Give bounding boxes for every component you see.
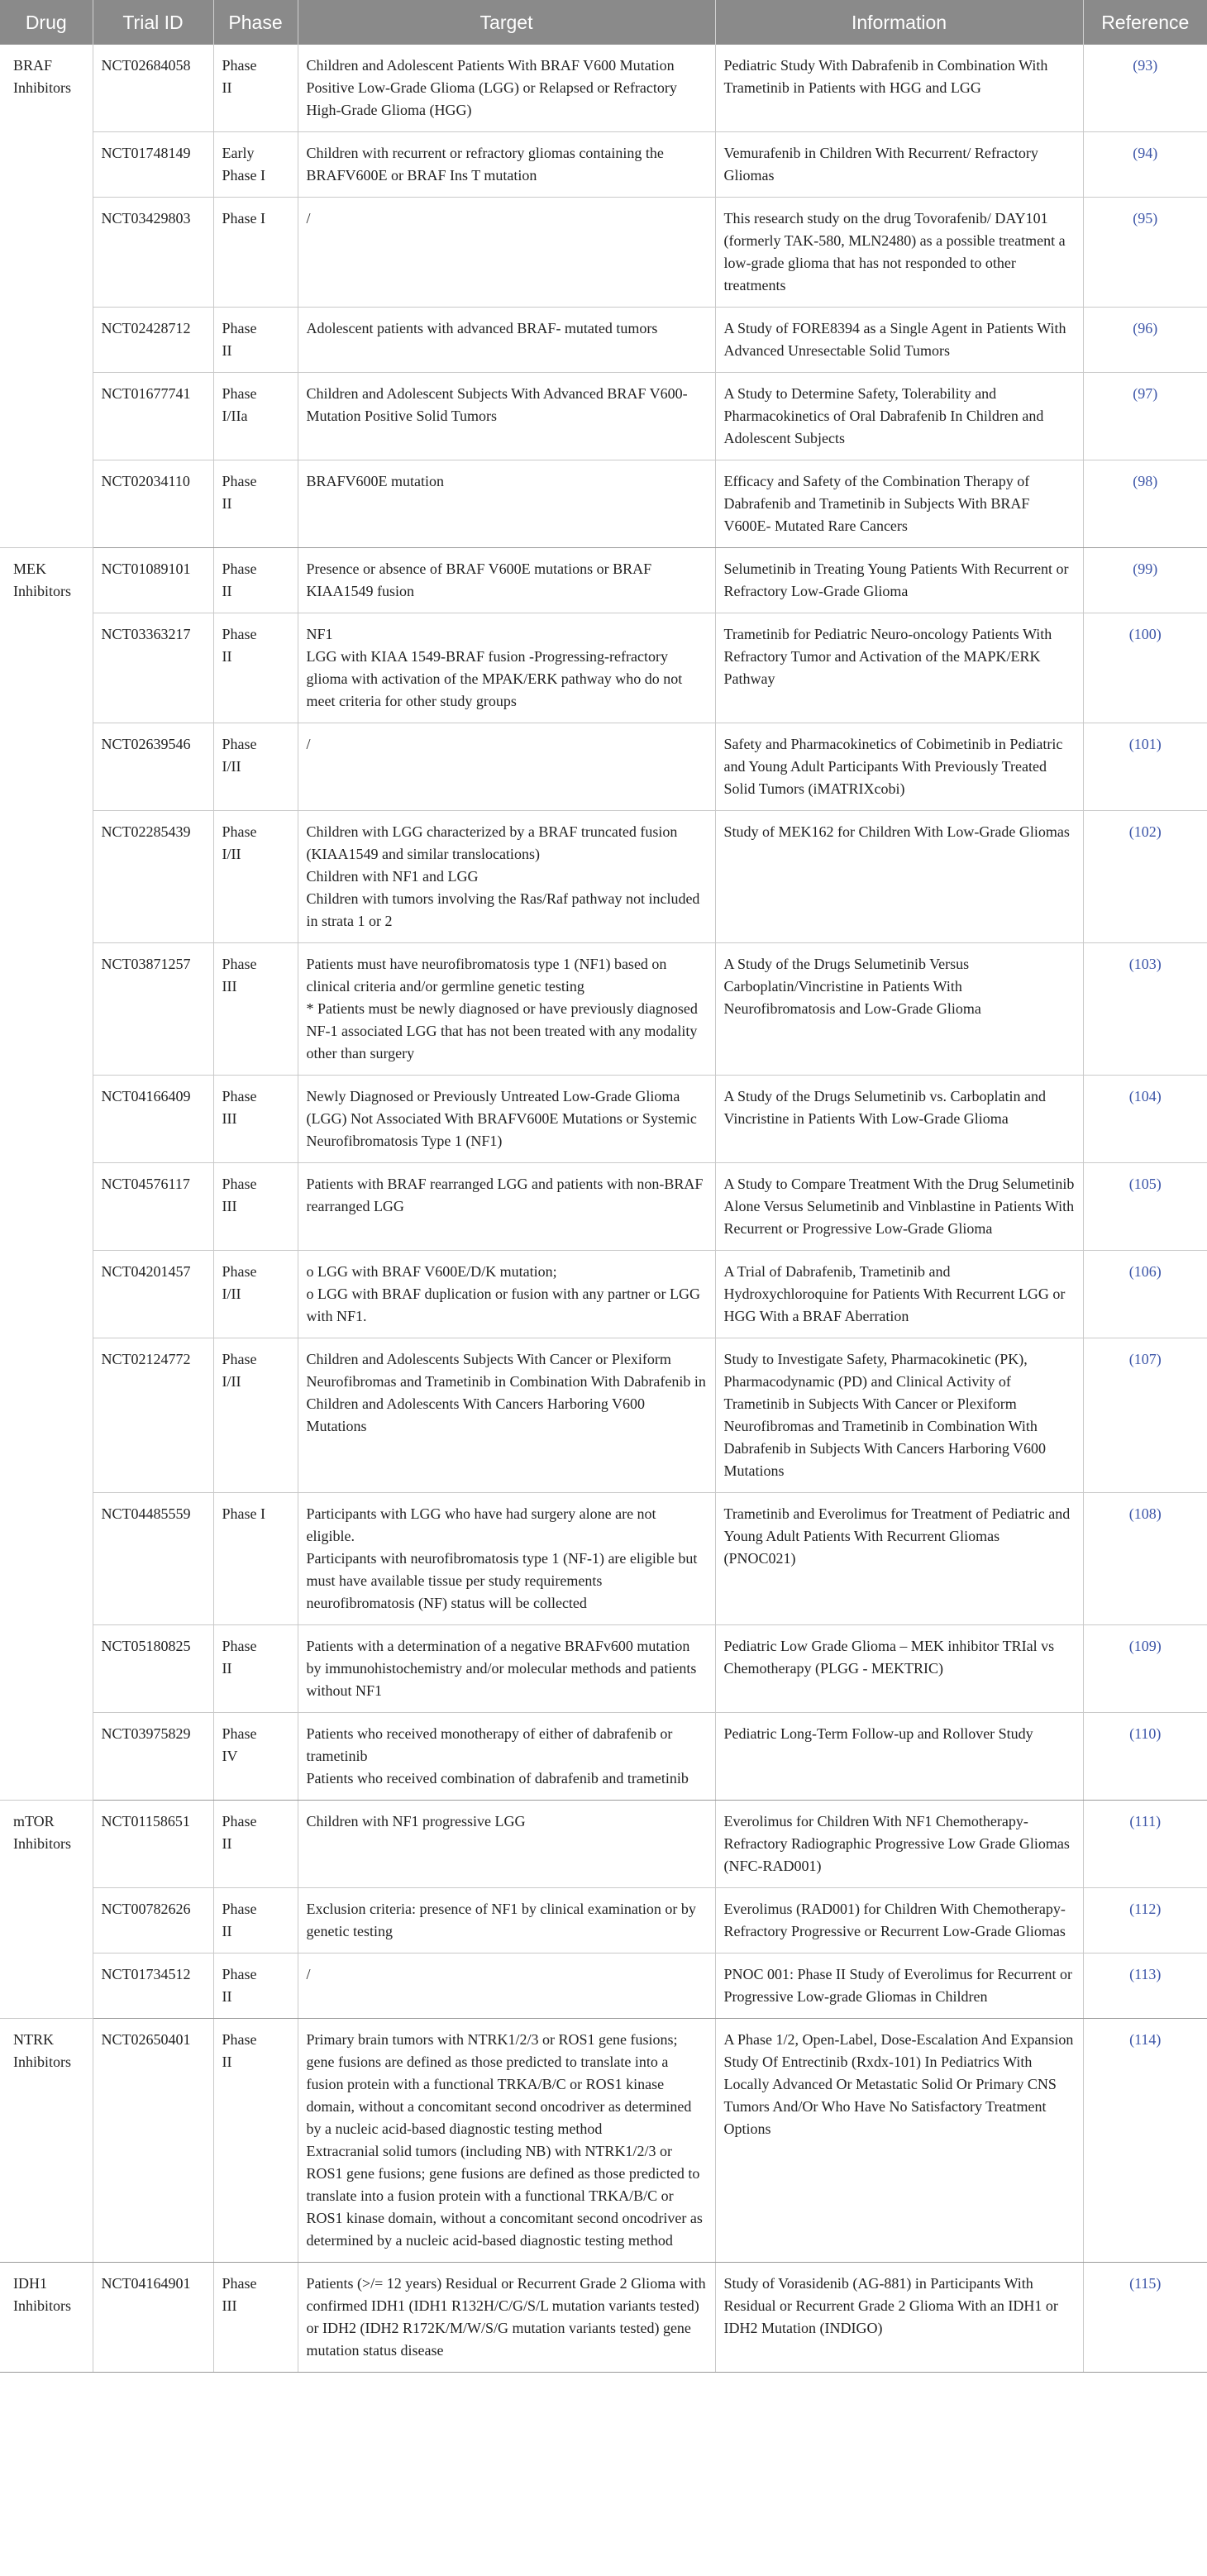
reference-link[interactable]: (111) xyxy=(1083,1801,1207,1888)
trial-id-cell: NCT02124772 xyxy=(93,1338,213,1493)
information-cell: Pediatric Long-Term Follow-up and Rollover Study xyxy=(715,1713,1083,1801)
target-cell: Participants with LGG who have had surgery alone are not eligible. Participants with neurofibromatosis type 1 (NF-1) are eligible but must have available tissue per study requirements neurofibromatosis (NF) status will be collected xyxy=(298,1493,715,1625)
target-cell: / xyxy=(298,198,715,308)
trial-id-cell: NCT04576117 xyxy=(93,1163,213,1251)
target-cell: / xyxy=(298,723,715,811)
header-phase: Phase xyxy=(213,0,298,45)
target-cell: Adolescent patients with advanced BRAF- mutated tumors xyxy=(298,308,715,373)
information-cell: Study to Investigate Safety, Pharmacokinetic (PK), Pharmacodynamic (PD) and Clinical Activity of Trametinib in Subjects With Cancer or Plexiform Neurofibromas and Trametinib in Combination With Dabrafenib in Subjects With Cancers Harboring V600 Mutations xyxy=(715,1338,1083,1493)
phase-cell: Phase I xyxy=(213,1493,298,1625)
phase-cell: Phase II xyxy=(213,548,298,613)
trial-id-cell: NCT03975829 xyxy=(93,1713,213,1801)
reference-link[interactable]: (104) xyxy=(1083,1076,1207,1163)
reference-link[interactable]: (96) xyxy=(1083,308,1207,373)
target-cell: Patients with BRAF rearranged LGG and patients with non-BRAF rearranged LGG xyxy=(298,1163,715,1251)
information-cell: A Study of the Drugs Selumetinib Versus Carboplatin/Vincristine in Patients With Neurofibromatosis and Low-Grade Glioma xyxy=(715,943,1083,1076)
trial-id-cell: NCT04164901 xyxy=(93,2263,213,2373)
trial-id-cell: NCT03363217 xyxy=(93,613,213,723)
reference-link[interactable]: (98) xyxy=(1083,460,1207,548)
table-row xyxy=(0,2263,1207,2373)
information-cell: This research study on the drug Tovorafenib/ DAY101 (formerly TAK-580, MLN2480) as a possible treatment a low-grade glioma that has not responded to other treatments xyxy=(715,198,1083,308)
trial-id-cell: NCT02428712 xyxy=(93,308,213,373)
reference-link[interactable]: (103) xyxy=(1083,943,1207,1076)
table-row xyxy=(0,1953,1207,2019)
phase-cell: Phase II xyxy=(213,308,298,373)
table-row xyxy=(0,1493,1207,1625)
target-cell: Children with NF1 progressive LGG xyxy=(298,1801,715,1888)
table-row xyxy=(0,1076,1207,1163)
trial-id-cell: NCT03871257 xyxy=(93,943,213,1076)
target-cell: Children and Adolescents Subjects With Cancer or Plexiform Neurofibromas and Trametinib in Combination With Dabrafenib in Children and Adolescents With Cancers Harboring V600 Mutations xyxy=(298,1338,715,1493)
phase-cell: Phase I xyxy=(213,198,298,308)
trial-id-cell: NCT01748149 xyxy=(93,132,213,198)
phase-cell: Phase II xyxy=(213,1953,298,2019)
target-cell: BRAFV600E mutation xyxy=(298,460,715,548)
target-cell: Patients who received monotherapy of either of dabrafenib or trametinib Patients who received combination of dabrafenib and trametinib xyxy=(298,1713,715,1801)
table-row xyxy=(0,723,1207,811)
information-cell: Trametinib for Pediatric Neuro-oncology Patients With Refractory Tumor and Activation of the MAPK/ERK Pathway xyxy=(715,613,1083,723)
information-cell: Selumetinib in Treating Young Patients With Recurrent or Refractory Low-Grade Glioma xyxy=(715,548,1083,613)
drug-class-cell: IDH1 Inhibitors xyxy=(0,2263,93,2373)
table-row xyxy=(0,548,1207,613)
information-cell: Study of Vorasidenib (AG-881) in Participants With Residual or Recurrent Grade 2 Glioma With an IDH1 or IDH2 Mutation (INDIGO) xyxy=(715,2263,1083,2373)
reference-link[interactable]: (113) xyxy=(1083,1953,1207,2019)
target-cell: Presence or absence of BRAF V600E mutations or BRAF KIAA1549 fusion xyxy=(298,548,715,613)
reference-link[interactable]: (102) xyxy=(1083,811,1207,943)
phase-cell: Early Phase I xyxy=(213,132,298,198)
phase-cell: Phase II xyxy=(213,45,298,132)
table-row xyxy=(0,1251,1207,1338)
phase-cell: Phase II xyxy=(213,1888,298,1953)
target-cell: o LGG with BRAF V600E/D/K mutation; o LGG with BRAF duplication or fusion with any partner or LGG with NF1. xyxy=(298,1251,715,1338)
trial-id-cell: NCT02650401 xyxy=(93,2019,213,2263)
header-row xyxy=(0,0,1207,45)
table-row xyxy=(0,132,1207,198)
phase-cell: Phase II xyxy=(213,1625,298,1713)
table-body xyxy=(0,45,1207,2373)
trial-id-cell: NCT01677741 xyxy=(93,373,213,460)
trial-id-cell: NCT01158651 xyxy=(93,1801,213,1888)
reference-link[interactable]: (114) xyxy=(1083,2019,1207,2263)
reference-link[interactable]: (110) xyxy=(1083,1713,1207,1801)
information-cell: Safety and Pharmacokinetics of Cobimetinib in Pediatric and Young Adult Participants With Previously Treated Solid Tumors (iMATRIXcobi) xyxy=(715,723,1083,811)
table-row xyxy=(0,1713,1207,1801)
trial-id-cell: NCT00782626 xyxy=(93,1888,213,1953)
phase-cell: Phase I/II xyxy=(213,811,298,943)
reference-link[interactable]: (112) xyxy=(1083,1888,1207,1953)
phase-cell: Phase I/II xyxy=(213,1251,298,1338)
drug-class-cell: MEK Inhibitors xyxy=(0,548,93,1801)
trial-id-cell: NCT05180825 xyxy=(93,1625,213,1713)
reference-link[interactable]: (101) xyxy=(1083,723,1207,811)
information-cell: A Study to Determine Safety, Tolerability and Pharmacokinetics of Oral Dabrafenib In Children and Adolescent Subjects xyxy=(715,373,1083,460)
reference-link[interactable]: (100) xyxy=(1083,613,1207,723)
information-cell: A Phase 1/2, Open-Label, Dose-Escalation And Expansion Study Of Entrectinib (Rxdx-101) In Pediatrics With Locally Advanced Or Metastatic Solid Or Primary CNS Tumors And/Or Who Have No Satisfactory Treatment Options xyxy=(715,2019,1083,2263)
reference-link[interactable]: (106) xyxy=(1083,1251,1207,1338)
trial-id-cell: NCT02285439 xyxy=(93,811,213,943)
trial-id-cell: NCT04166409 xyxy=(93,1076,213,1163)
phase-cell: Phase II xyxy=(213,460,298,548)
target-cell: Patients (>/= 12 years) Residual or Recurrent Grade 2 Glioma with confirmed IDH1 (IDH1 R132H/C/G/S/L mutation variants tested) or IDH2 (IDH2 R172K/M/W/S/G mutation variants tested) gene mutation status disease xyxy=(298,2263,715,2373)
phase-cell: Phase III xyxy=(213,943,298,1076)
table-header xyxy=(0,0,1207,45)
target-cell: Exclusion criteria: presence of NF1 by clinical examination or by genetic testing xyxy=(298,1888,715,1953)
header-information: Information xyxy=(715,0,1083,45)
table-row xyxy=(0,45,1207,132)
table-row xyxy=(0,1163,1207,1251)
reference-link[interactable]: (108) xyxy=(1083,1493,1207,1625)
trial-id-cell: NCT01734512 xyxy=(93,1953,213,2019)
reference-link[interactable]: (109) xyxy=(1083,1625,1207,1713)
information-cell: PNOC 001: Phase II Study of Everolimus for Recurrent or Progressive Low-grade Gliomas in Children xyxy=(715,1953,1083,2019)
drug-class-cell: NTRK Inhibitors xyxy=(0,2019,93,2263)
information-cell: A Study to Compare Treatment With the Drug Selumetinib Alone Versus Selumetinib and Vinblastine in Patients With Recurrent or Progressive Low-Grade Glioma xyxy=(715,1163,1083,1251)
table-row xyxy=(0,460,1207,548)
table-row xyxy=(0,1801,1207,1888)
information-cell: A Study of the Drugs Selumetinib vs. Carboplatin and Vincristine in Patients With Low-Grade Glioma xyxy=(715,1076,1083,1163)
phase-cell: Phase II xyxy=(213,613,298,723)
table-row xyxy=(0,198,1207,308)
phase-cell: Phase I/II xyxy=(213,723,298,811)
reference-link[interactable]: (94) xyxy=(1083,132,1207,198)
phase-cell: Phase I/II xyxy=(213,1338,298,1493)
trial-id-cell: NCT02034110 xyxy=(93,460,213,548)
header-drug: Drug xyxy=(0,0,93,45)
reference-link[interactable]: (115) xyxy=(1083,2263,1207,2373)
information-cell: A Study of FORE8394 as a Single Agent in Patients With Advanced Unresectable Solid Tumors xyxy=(715,308,1083,373)
information-cell: Trametinib and Everolimus for Treatment of Pediatric and Young Adult Patients With Recurrent Gliomas (PNOC021) xyxy=(715,1493,1083,1625)
target-cell: Primary brain tumors with NTRK1/2/3 or ROS1 gene fusions; gene fusions are defined as those predicted to translate into a fusion protein with a functional TRKA/B/C or ROS1 kinase domain, without a concomitant second oncodriver as determined by a nucleic acid-based diagnostic testing method Extracranial solid tumors (including NB) with NTRK1/2/3 or ROS1 gene fusions; gene fusions are defined as those predicted to translate into a fusion protein with a functional TRKA/B/C or ROS1 kinase domain, without a concomitant second oncodriver as determined by a nucleic acid-based diagnostic testing method xyxy=(298,2019,715,2263)
target-cell: Patients with a determination of a negative BRAFv600 mutation by immunohistochemistry and/or molecular methods and patients without NF1 xyxy=(298,1625,715,1713)
reference-link[interactable]: (107) xyxy=(1083,1338,1207,1493)
target-cell: Children with LGG characterized by a BRAF truncated fusion (KIAA1549 and similar translocations) Children with NF1 and LGG Children with tumors involving the Ras/Raf pathway not included in strata 1 or 2 xyxy=(298,811,715,943)
information-cell: Everolimus (RAD001) for Children With Chemotherapy-Refractory Progressive or Recurrent Low-Grade Gliomas xyxy=(715,1888,1083,1953)
table-row xyxy=(0,943,1207,1076)
target-cell: Patients must have neurofibromatosis type 1 (NF1) based on clinical criteria and/or germline genetic testing * Patients must be newly diagnosed or have previously diagnosed NF-1 associated LGG that has not been treated with any modality other than surgery xyxy=(298,943,715,1076)
phase-cell: Phase III xyxy=(213,2263,298,2373)
target-cell: Children and Adolescent Patients With BRAF V600 Mutation Positive Low-Grade Glioma (LGG) or Relapsed or Refractory High-Grade Glioma (HGG) xyxy=(298,45,715,132)
table-row xyxy=(0,1338,1207,1493)
reference-link[interactable]: (93) xyxy=(1083,45,1207,132)
trial-id-cell: NCT02684058 xyxy=(93,45,213,132)
phase-cell: Phase III xyxy=(213,1076,298,1163)
reference-link[interactable]: (97) xyxy=(1083,373,1207,460)
table-row xyxy=(0,613,1207,723)
information-cell: Vemurafenib in Children With Recurrent/ Refractory Gliomas xyxy=(715,132,1083,198)
information-cell: Study of MEK162 for Children With Low-Grade Gliomas xyxy=(715,811,1083,943)
target-cell: / xyxy=(298,1953,715,2019)
reference-link[interactable]: (99) xyxy=(1083,548,1207,613)
trial-id-cell: NCT04201457 xyxy=(93,1251,213,1338)
trial-id-cell: NCT04485559 xyxy=(93,1493,213,1625)
trial-id-cell: NCT02639546 xyxy=(93,723,213,811)
table-row xyxy=(0,811,1207,943)
information-cell: Everolimus for Children With NF1 Chemotherapy-Refractory Radiographic Progressive Low Grade Gliomas (NFC-RAD001) xyxy=(715,1801,1083,1888)
target-cell: Children and Adolescent Subjects With Advanced BRAF V600-Mutation Positive Solid Tumors xyxy=(298,373,715,460)
header-target: Target xyxy=(298,0,715,45)
reference-link[interactable]: (95) xyxy=(1083,198,1207,308)
drug-class-cell: BRAF Inhibitors xyxy=(0,45,93,548)
drug-class-cell: mTOR Inhibitors xyxy=(0,1801,93,2019)
reference-link[interactable]: (105) xyxy=(1083,1163,1207,1251)
phase-cell: Phase IV xyxy=(213,1713,298,1801)
phase-cell: Phase II xyxy=(213,2019,298,2263)
information-cell: Pediatric Study With Dabrafenib in Combination With Trametinib in Patients with HGG and LGG xyxy=(715,45,1083,132)
information-cell: Efficacy and Safety of the Combination Therapy of Dabrafenib and Trametinib in Subjects With BRAF V600E- Mutated Rare Cancers xyxy=(715,460,1083,548)
target-cell: Children with recurrent or refractory gliomas containing the BRAFV600E or BRAF Ins T mutation xyxy=(298,132,715,198)
header-reference: Reference xyxy=(1083,0,1207,45)
target-cell: NF1 LGG with KIAA 1549-BRAF fusion -Progressing-refractory glioma with activation of the MPAK/ERK pathway who do not meet criteria for other study groups xyxy=(298,613,715,723)
table-row xyxy=(0,1625,1207,1713)
information-cell: Pediatric Low Grade Glioma – MEK inhibitor TRIal vs Chemotherapy (PLGG - MEKTRIC) xyxy=(715,1625,1083,1713)
table-row xyxy=(0,2019,1207,2263)
trial-id-cell: NCT03429803 xyxy=(93,198,213,308)
table-row xyxy=(0,373,1207,460)
header-trial-id: Trial ID xyxy=(93,0,213,45)
table-row xyxy=(0,1888,1207,1953)
trial-id-cell: NCT01089101 xyxy=(93,548,213,613)
table-row xyxy=(0,308,1207,373)
phase-cell: Phase III xyxy=(213,1163,298,1251)
information-cell: A Trial of Dabrafenib, Trametinib and Hydroxychloroquine for Patients With Recurrent LGG or HGG With a BRAF Aberration xyxy=(715,1251,1083,1338)
target-cell: Newly Diagnosed or Previously Untreated Low-Grade Glioma (LGG) Not Associated With BRAFV600E Mutations or Systemic Neurofibromatosis Type 1 (NF1) xyxy=(298,1076,715,1163)
phase-cell: Phase I/IIa xyxy=(213,373,298,460)
phase-cell: Phase II xyxy=(213,1801,298,1888)
